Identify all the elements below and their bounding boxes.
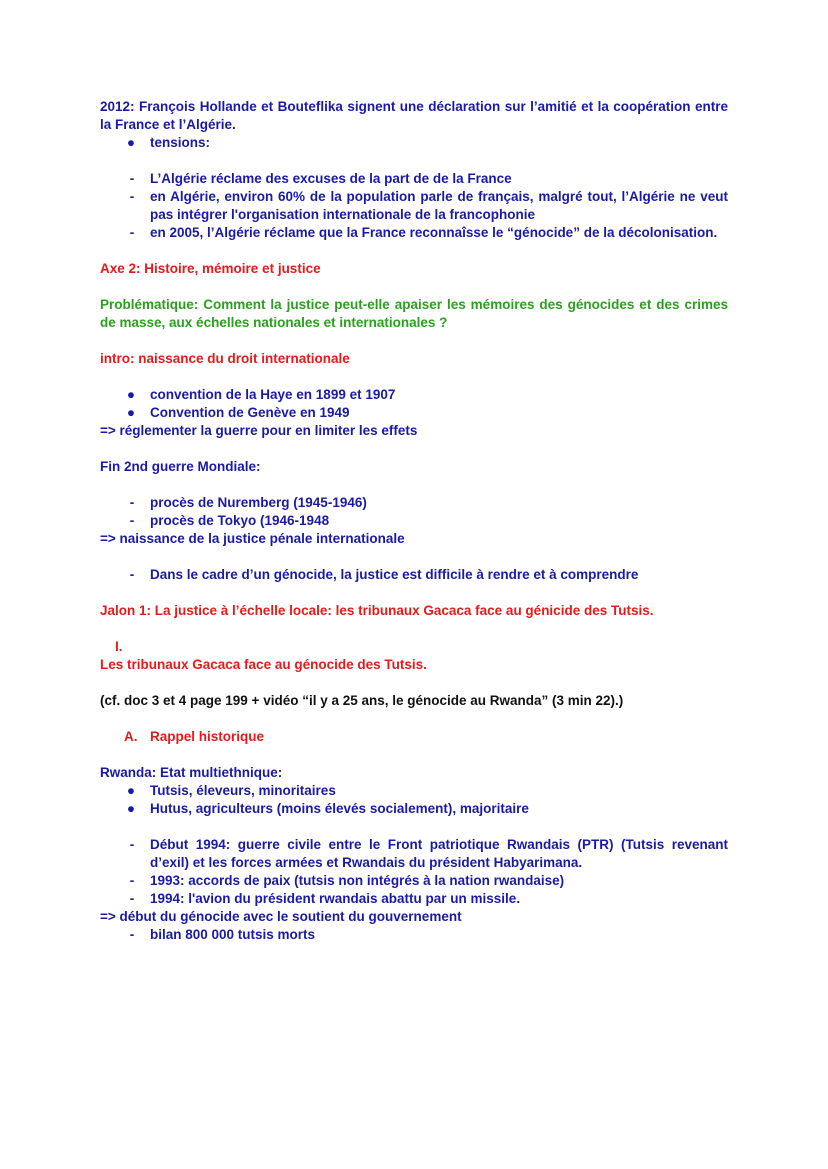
- intro-heading: intro: naissance du droit internationale: [100, 351, 350, 366]
- bullet-icon: ●: [126, 405, 136, 420]
- list-item: ● tensions:: [100, 134, 728, 152]
- dash-list-bilan: [100, 926, 728, 944]
- bullet-list-ethnies: [100, 782, 728, 818]
- list-item: ● Tutsis, éleveurs, minoritaires: [100, 782, 728, 800]
- problematique: Problématique: Comment la justice peut-elle apaiser les mémoires des génocides et des crimes de masse, aux échelles nationales et internationales ?: [100, 297, 728, 330]
- list-item: - Dans le cadre d’un génocide, la justice est difficile à rendre et à comprendre: [100, 566, 728, 584]
- bullet-icon: ●: [126, 135, 136, 150]
- section-numeral: I.: [115, 639, 123, 654]
- subsection-title: Rappel historique: [150, 729, 265, 744]
- list-item: - Début 1994: guerre civile entre le Front patriotique Rwandais (PTR) (Tutsis revenant d’exil) et les forces armées et Rwandais du président Habyarimana.: [100, 836, 728, 872]
- axe-heading: Axe 2: Histoire, mémoire et justice: [100, 261, 321, 276]
- list-item: - 1994: l'avion du président rwandais abattu par un missile.: [100, 890, 728, 908]
- subsection-heading: [100, 728, 728, 746]
- dash-icon: -: [129, 891, 135, 906]
- dash-icon: -: [129, 171, 135, 186]
- reference-line: (cf. doc 3 et 4 page 199 + vidéo “il y a 25 ans, le génocide au Rwanda” (3 min 22).): [100, 693, 624, 708]
- document-page: [100, 98, 728, 944]
- fin-guerre-conclusion: => naissance de la justice pénale internationale: [100, 531, 405, 546]
- dash-list-rwanda: [100, 836, 728, 908]
- dash-icon: -: [129, 567, 135, 582]
- list-item: ● convention de la Haye en 1899 et 1907: [100, 386, 728, 404]
- dash-icon: -: [129, 225, 135, 240]
- jalon-heading: Jalon 1: La justice à l’échelle locale: les tribunaux Gacaca face au génicide des Tutsis.: [100, 603, 654, 618]
- subsection-letter: A.: [124, 729, 138, 744]
- bullet-list-tensions: [100, 134, 728, 152]
- dash-list-proces: [100, 494, 728, 530]
- bullet-icon: ●: [126, 801, 136, 816]
- dash-icon: -: [129, 837, 135, 852]
- paragraph-2012: 2012: François Hollande et Bouteflika signent une déclaration sur l’amitié et la coopération entre la France et l’Algérie.: [100, 99, 728, 132]
- fin-guerre-heading: Fin 2nd guerre Mondiale:: [100, 459, 261, 474]
- rwanda-conclusion: => début du génocide avec le soutient du gouvernement: [100, 909, 462, 924]
- dash-icon: -: [129, 873, 135, 888]
- list-item: - L’Algérie réclame des excuses de la part de de la France: [100, 170, 728, 188]
- dash-icon: -: [129, 513, 135, 528]
- list-item: ● Convention de Genève en 1949: [100, 404, 728, 422]
- dash-list-tensions: [100, 170, 728, 242]
- list-item: - procès de Tokyo (1946-1948: [100, 512, 728, 530]
- list-item: - bilan 800 000 tutsis morts: [100, 926, 728, 944]
- bullet-icon: ●: [126, 387, 136, 402]
- list-item: - en 2005, l’Algérie réclame que la France reconnaîsse le “génocide” de la décolonisation.: [100, 224, 728, 242]
- section-title: Les tribunaux Gacaca face au génocide des Tutsis.: [100, 657, 427, 672]
- list-item: - en Algérie, environ 60% de la population parle de français, malgré tout, l’Algérie ne veut pas intégrer l'organisation internationale de la francophonie: [100, 188, 728, 224]
- dash-icon: -: [129, 189, 135, 204]
- list-item: ● Hutus, agriculteurs (moins élevés socialement), majoritaire: [100, 800, 728, 818]
- dash-icon: -: [129, 495, 135, 510]
- dash-icon: -: [129, 927, 135, 942]
- intro-conclusion: => réglementer la guerre pour en limiter les effets: [100, 423, 418, 438]
- list-item: - procès de Nuremberg (1945-1946): [100, 494, 728, 512]
- bullet-icon: ●: [126, 783, 136, 798]
- list-item: - 1993: accords de paix (tutsis non intégrés à la nation rwandaise): [100, 872, 728, 890]
- dash-list-genocide: [100, 566, 728, 584]
- rwanda-heading: Rwanda: Etat multiethnique:: [100, 765, 283, 780]
- bullet-list-conventions: [100, 386, 728, 422]
